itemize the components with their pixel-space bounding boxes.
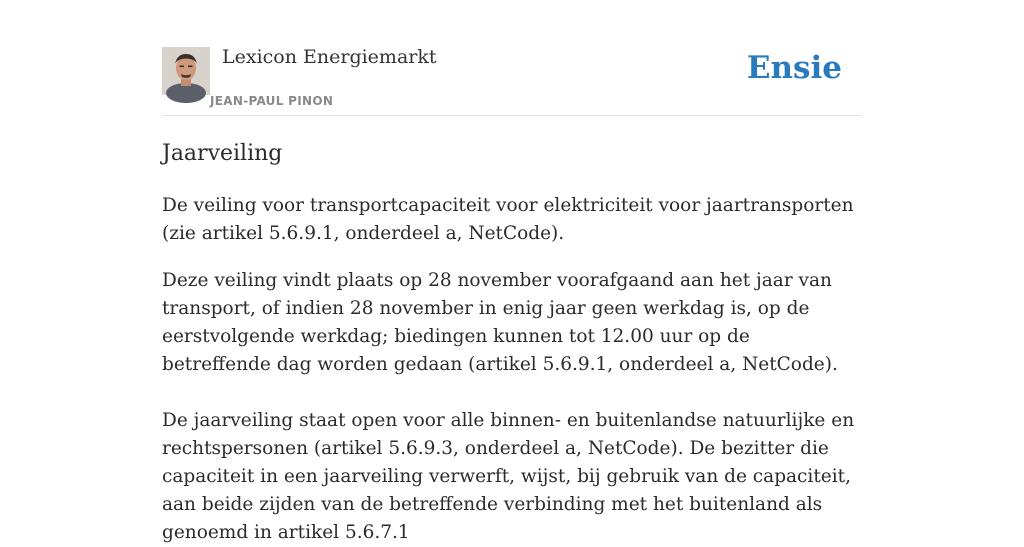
portrait-photo-icon [162,47,210,95]
article-card [162,0,862,543]
article-paragraph: De veiling voor transportcapaciteit voor elektriciteit voor jaartransporten (zie artikel 5.6.9.1, onderdeel a, NetCode). [162,195,854,244]
lexicon-title[interactable]: Lexicon Energiemarkt [222,46,437,68]
article-heading: Jaarveiling [162,141,283,166]
ensie-logo[interactable]: Ensie [746,50,842,86]
article-paragraph: De jaarveiling staat open voor alle binnen- en buitenlandse natuurlijke en rechtspersonen (artikel 5.6.9.3, onderdeel a, NetCode). De bezitter die capaciteit in een jaarveiling verwerft, wijst, bij gebruik van de capaciteit, aan beide zijden van de betreffende verbinding met het buitenland als genoemd in artikel 5.6.7.1 [162,410,855,543]
avatar[interactable] [162,47,210,95]
header [162,0,862,116]
article-content [162,116,862,547]
author-name[interactable]: JEAN-PAUL PINON [210,94,334,108]
article-paragraph: Deze veiling vindt plaats op 28 november voorafgaand aan het jaar van transport, of indien 28 november in enig jaar geen werkdag is, op de eerstvolgende werkdag; biedingen kunnen tot 12.00 uur op de betreffende dag worden gedaan (artikel 5.6.9.1, onderdeel a, NetCode). [162,270,838,375]
